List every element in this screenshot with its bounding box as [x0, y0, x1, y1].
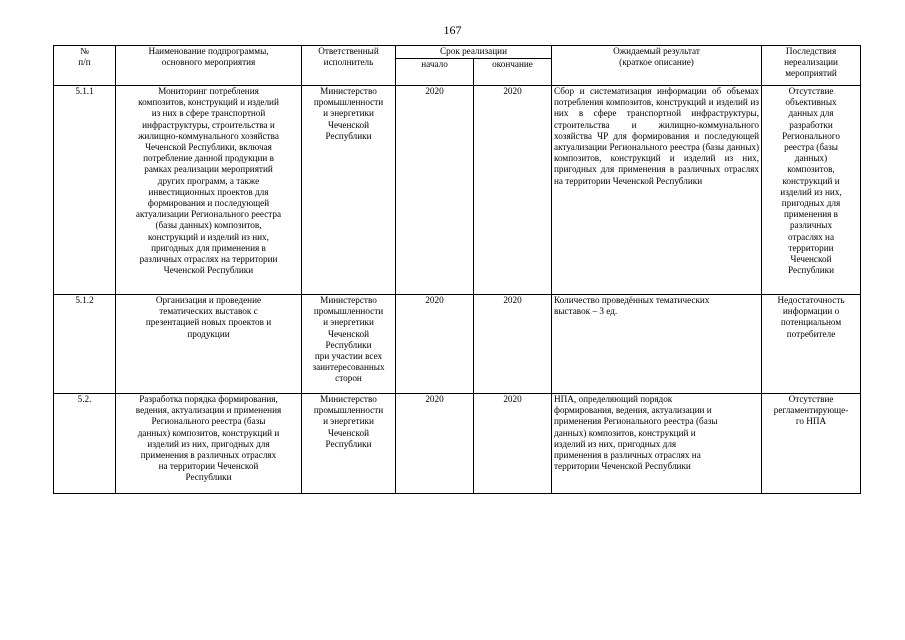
- table-row: [54, 86, 861, 295]
- header-result: [552, 46, 762, 86]
- row-start: 2020: [396, 295, 474, 394]
- row-start: 2020: [396, 86, 474, 295]
- header-name: [116, 46, 302, 86]
- row-result: НПА, определяющий порядок формирования, ведения, актуализации и применения Регионального реестра (базы данных) композитов, конструкций и изделий из них, пригодных для применения в различных отраслях на территории Чеченской Республики: [552, 394, 762, 494]
- header-end: окончание: [474, 59, 552, 86]
- measures-table: [53, 45, 861, 494]
- table-row: [54, 295, 861, 394]
- row-consequences: Отсутствие объективных данных для разработки Регионального реестра (базы данных) композитов, конструкций и изделий из них, пригодных для применения в различных отраслях на территории Чеченской Республики: [762, 86, 861, 295]
- header-consequences-text: Последствия нереализации мероприятий: [784, 46, 838, 79]
- row-result: Количество проведённых тематических выставок – 3 ед.: [552, 295, 762, 394]
- row-consequences: Отсутствие регламентирующе- го НПА: [762, 394, 861, 494]
- row-end: 2020: [474, 86, 552, 295]
- header-executor: [302, 46, 396, 86]
- row-num: 5.1.2: [54, 295, 116, 394]
- header-period: Срок реализации: [396, 46, 552, 59]
- row-name: Организация и проведение тематических выставок с презентацией новых проектов и продукции: [116, 295, 302, 394]
- row-executor: Министерство промышленности и энергетики Чеченской Республики при участии всех заинтересованных сторон: [302, 295, 396, 394]
- row-executor: Министерство промышленности и энергетики Чеченской Республики: [302, 394, 396, 494]
- row-executor: Министерство промышленности и энергетики Чеченской Республики: [302, 86, 396, 295]
- row-consequences: Недостаточность информации о потенциальном потребителе: [762, 295, 861, 394]
- table-row: [54, 394, 861, 494]
- header-name-text: Наименование подпрограммы, основного мероприятия: [148, 46, 269, 68]
- row-name: Разработка порядка формирования, ведения, актуализации и применения Регионального реестра (базы данных) композитов, конструкций и изделий из них, пригодных для применения в различных отраслях на территории Чеченской Республики: [116, 394, 302, 494]
- page-number: 167: [443, 23, 462, 37]
- header-start: начало: [396, 59, 474, 86]
- header-result-text: Ожидаемый результат (краткое описание): [613, 46, 700, 68]
- header-consequences: [762, 46, 861, 86]
- row-num: 5.2.: [54, 394, 116, 494]
- header-num: [54, 46, 116, 86]
- header-num-text: № п/п: [78, 46, 91, 68]
- row-end: 2020: [474, 295, 552, 394]
- row-start: 2020: [396, 394, 474, 494]
- row-result: Сбор и систематизация информации об объемах потребления композитов, конструкций и изделий из них в сфере транспортной инфраструктуры, строительства и жилищно-коммунального хозяйства ЧР для формирования и последующей актуализации Регионального реестра (базы данных) композитов, конструкций и изделий из них, пригодных для применения в различных отраслях на территории Чеченской Республики: [552, 86, 762, 295]
- row-name: Мониторинг потребления композитов, конструкций и изделий из них в сфере транспортной инфраструктуры, строительства и жилищно-коммунального хозяйства Чеченской Республики, включая потребление данной продукции в рамках реализации мероприятий других программ, а также инвестиционных проектов для формирования и последующей актуализации Регионального реестра (базы данных) композитов, конструкций и изделий из них, пригодных для применения в различных отраслях на территории Чеченской Республики: [116, 86, 302, 295]
- row-num: 5.1.1: [54, 86, 116, 295]
- row-end: 2020: [474, 394, 552, 494]
- header-executor-text: Ответственный исполнитель: [318, 46, 379, 68]
